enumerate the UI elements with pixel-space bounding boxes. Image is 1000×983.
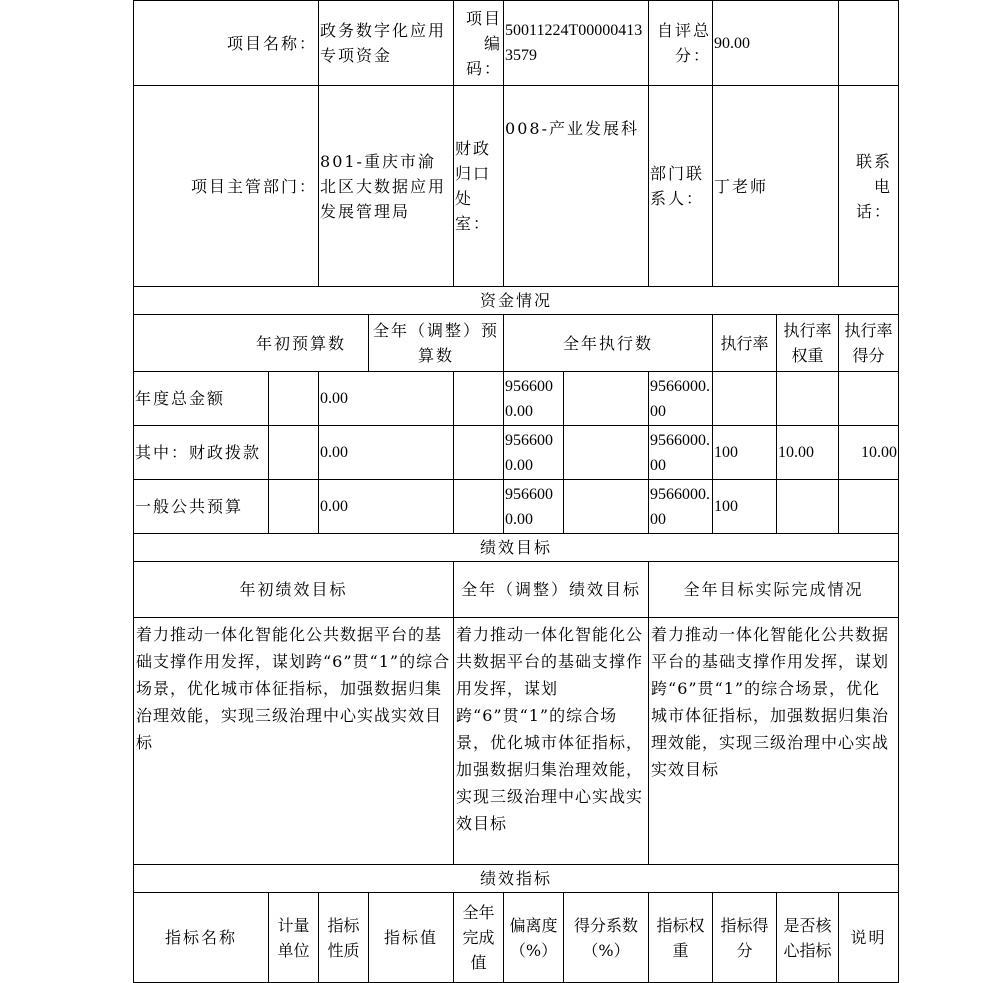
empty-cell [564,426,649,480]
project-row-1 [134,1,899,86]
executed-value: 9566000.00 [649,372,713,426]
indicators-section-title: 绩效指标 [134,865,899,893]
rate-score-header: 执行率得分 [839,315,899,372]
empty-cell [454,480,504,534]
initial-budget-value: 0.00 [319,426,454,480]
actual-completion-header: 全年目标实际完成情况 [649,562,899,618]
goals-text-row [134,618,899,865]
execution-rate-header: 执行率 [713,315,777,372]
rate-weight-value [777,372,839,426]
department-value: 801-重庆市渝北区大数据应用发展管理局 [319,86,454,287]
goals-section-title: 绩效目标 [134,534,899,562]
rate-weight-value [777,480,839,534]
initial-goal-header: 年初绩效目标 [134,562,454,618]
goals-title-row [134,534,899,562]
funds-row-label: 一般公共预算 [134,480,269,534]
project-name-value: 政务数字化应用专项资金 [319,1,454,86]
adjusted-budget-value: 9566000.00 [504,372,564,426]
annual-value-header: 全年完成值 [454,893,504,983]
coefficient-header: 得分系数（%） [564,893,649,983]
empty-cell [269,372,319,426]
unit-header: 计量单位 [269,893,319,983]
phone-label: 联系电话： [839,86,899,287]
initial-goal-text: 着力推动一体化智能化公共数据平台的基础支撑作用发挥，谋划跨“6”贯“1”的综合场景，优化城市体征指标，加强数据归集治理效能，实现三级治理中心实战实效目标 [134,618,454,865]
note-header: 说明 [839,893,899,983]
initial-budget-value: 0.00 [319,480,454,534]
funds-section-title: 资金情况 [134,287,899,315]
finance-office-label: 财政归口处室： [454,86,504,287]
rate-weight-value: 10.00 [777,426,839,480]
funds-row-total [134,372,899,426]
empty-cell [269,426,319,480]
executed-value: 9566000.00 [649,426,713,480]
rate-score-value: 10.00 [839,426,899,480]
empty-cell [454,372,504,426]
adjusted-goal-text: 着力推动一体化智能化公共数据平台的基础支撑作用发挥，谋划跨“6”贯“1”的综合场景，优化城市体征指标，加强数据归集治理效能，实现三级治理中心实战实效目标 [454,618,649,865]
contact-value: 丁老师 [713,86,839,287]
performance-evaluation-form [133,0,898,972]
indicator-weight-header: 指标权重 [649,893,713,983]
rate-weight-header: 执行率权重 [777,315,839,372]
adjusted-budget-value: 9566000.00 [504,480,564,534]
contact-label: 部门联系人： [649,86,713,287]
self-score-label: 自评总分： [649,1,713,86]
indicators-header-row [134,893,899,983]
funds-row-label: 其中：财政拨款 [134,426,269,480]
evaluation-table [133,0,899,983]
funds-row-label: 年度总金额 [134,372,269,426]
indicator-value-header: 指标值 [369,893,454,983]
goals-header-row [134,562,899,618]
self-score-value: 90.00 [713,1,839,86]
rate-score-value [839,480,899,534]
adjusted-budget-header: 全年（调整）预算数 [369,315,504,372]
actual-completion-text: 着力推动一体化智能化公共数据平台的基础支撑作用发挥，谋划跨“6”贯“1”的综合场景，优化城市体征指标，加强数据归集治理效能，实现三级治理中心实战实效目标 [649,618,899,865]
execution-rate-value: 100 [713,480,777,534]
department-label: 项目主管部门： [134,86,319,287]
indicators-title-row [134,865,899,893]
initial-budget-header: 年初预算数 [134,315,369,372]
core-indicator-header: 是否核心指标 [777,893,839,983]
execution-rate-value [713,372,777,426]
funds-header-row [134,315,899,372]
empty-cell [454,426,504,480]
funds-title-row [134,287,899,315]
indicator-name-header: 指标名称 [134,893,269,983]
empty-cell [839,1,899,86]
initial-budget-value: 0.00 [319,372,454,426]
finance-office-value: 008-产业发展科 [504,86,649,287]
adjusted-goal-header: 全年（调整）绩效目标 [454,562,649,618]
nature-header: 指标性质 [319,893,369,983]
project-name-label: 项目名称： [134,1,319,86]
rate-score-value [839,372,899,426]
empty-cell [564,480,649,534]
executed-value: 9566000.00 [649,480,713,534]
empty-cell [564,372,649,426]
indicator-score-header: 指标得分 [713,893,777,983]
project-code-label: 项目编码： [454,1,504,86]
adjusted-budget-value: 9566000.00 [504,426,564,480]
funds-row-fiscal [134,426,899,480]
empty-cell [269,480,319,534]
funds-row-general [134,480,899,534]
project-code-value: 50011224T000004133579 [504,1,649,86]
deviation-header: 偏离度（%） [504,893,564,983]
project-row-2 [134,86,899,287]
executed-header: 全年执行数 [504,315,713,372]
execution-rate-value: 100 [713,426,777,480]
